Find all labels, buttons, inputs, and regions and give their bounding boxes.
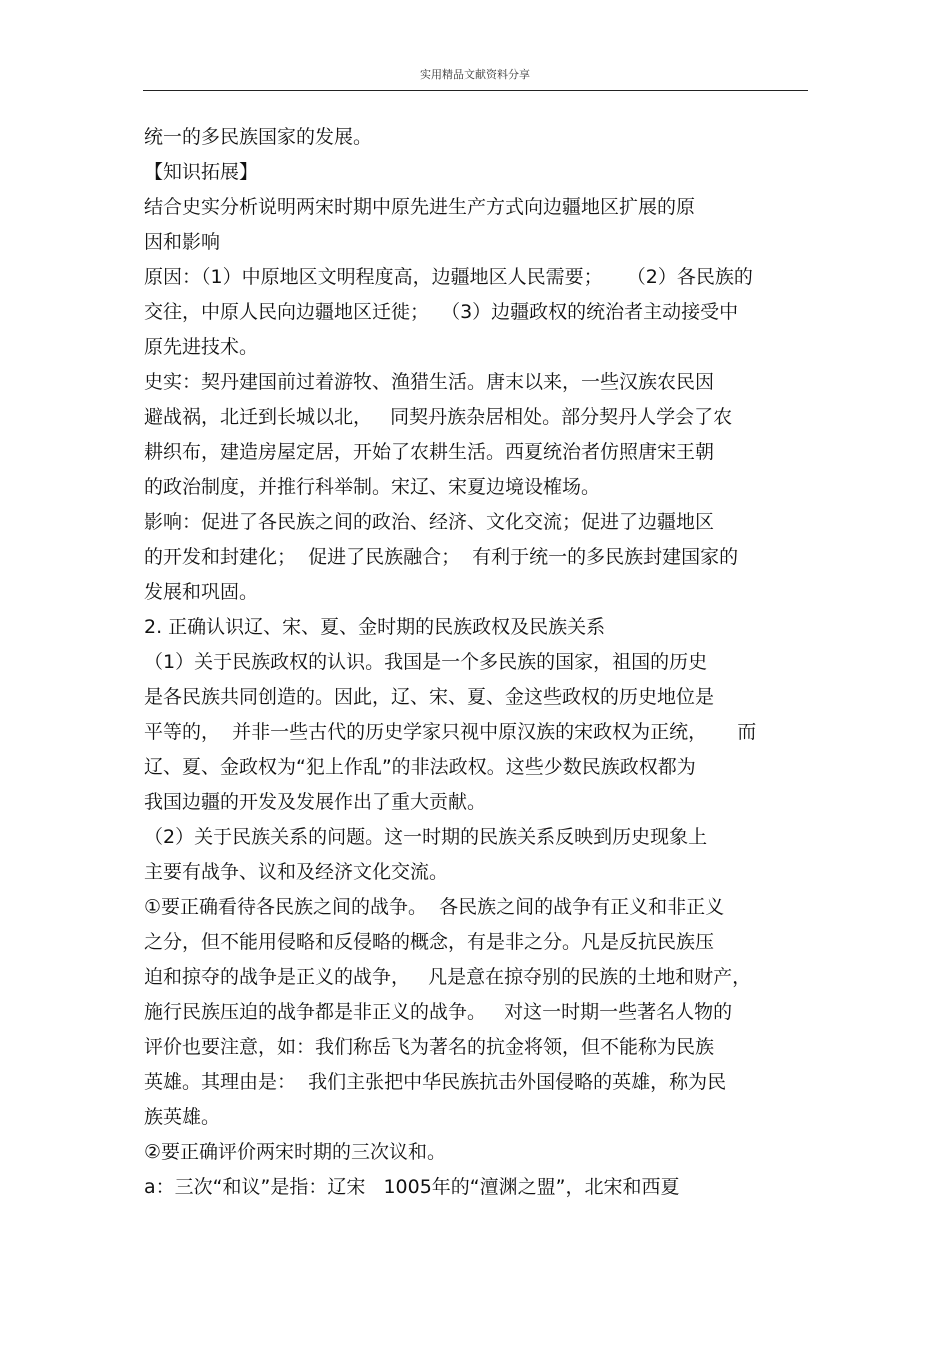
text-line: 原先进技术。 (144, 336, 259, 358)
text-line: 评价也要注意，如：我们称岳飞为著名的抗金将领，但不能称为民族 (144, 1036, 715, 1058)
text-line: 族英雄。 (144, 1106, 221, 1128)
text-line: 耕织布，建造房屋定居，开始了农耕生活。西夏统治者仿照唐宋王朝 (144, 441, 715, 463)
text-line: 的开发和封建化； 促进了民族融合； 有利于统一的多民族封建国家的 (144, 546, 739, 568)
section-heading: 【知识拓展】 (144, 161, 259, 183)
text-line: 统一的多民族国家的发展。 (144, 126, 373, 148)
text-line: （2）关于民族关系的问题。这一时期的民族关系反映到历史现象上 (144, 826, 708, 848)
text-line: a：三次“和议”是指：辽宋 1005年的“澶渊之盟”，北宋和西夏 (144, 1176, 680, 1198)
text-line: 因和影响 (144, 231, 221, 253)
text-line: ①要正确看待各民族之间的战争。 各民族之间的战争有正义和非正义 (144, 896, 725, 918)
text-line: 我国边疆的开发及发展作出了重大贡献。 (144, 791, 487, 813)
text-line: 迫和掠夺的战争是正义的战争， 凡是意在掠夺别的民族的土地和财产， (144, 966, 752, 988)
header-divider (143, 90, 808, 91)
text-line: 交往，中原人民向边疆地区迁徙； （3）边疆政权的统治者主动接受中 (144, 301, 739, 323)
document-body (144, 120, 814, 1205)
text-line: 结合史实分析说明两宋时期中原先进生产方式向边疆地区扩展的原 (144, 196, 696, 218)
text-line: 平等的， 并非一些古代的历史学家只视中原汉族的宋政权为正统， 而 (144, 721, 757, 743)
text-line: 施行民族压迫的战争都是非正义的战争。 对这一时期一些著名人物的 (144, 1001, 733, 1023)
text-line: 英雄。其理由是： 我们主张把中华民族抗击外国侵略的英雄，称为民 (144, 1071, 727, 1093)
text-line: 是各民族共同创造的。因此，辽、宋、夏、金这些政权的历史地位是 (144, 686, 715, 708)
text-line: 之分，但不能用侵略和反侵略的概念，有是非之分。凡是反抗民族压 (144, 931, 715, 953)
text-line: 避战祸，北迁到长城以北， 同契丹族杂居相处。部分契丹人学会了农 (144, 406, 733, 428)
page-header: 实用精品文献资料分享 (420, 68, 530, 81)
text-line: 影响：促进了各民族之间的政治、经济、文化交流；促进了边疆地区 (144, 511, 715, 533)
text-line: ②要正确评价两宋时期的三次议和。 (144, 1141, 447, 1163)
text-line: 原因：（1）中原地区文明程度高，边疆地区人民需要； （2）各民族的 (144, 266, 753, 288)
text-line: 发展和巩固。 (144, 581, 259, 603)
text-line: 史实：契丹建国前过着游牧、渔猎生活。唐末以来，一些汉族农民因 (144, 371, 715, 393)
text-line: 辽、夏、金政权为“犯上作乱”的非法政权。这些少数民族政权都为 (144, 756, 696, 778)
numbered-heading: 2. 正确认识辽、宋、夏、金时期的民族政权及民族关系 (144, 616, 606, 638)
text-line: （1）关于民族政权的认识。我国是一个多民族的国家，祖国的历史 (144, 651, 708, 673)
text-line: 主要有战争、议和及经济文化交流。 (144, 861, 449, 883)
text-line: 的政治制度，并推行科举制。宋辽、宋夏边境设榷场。 (144, 476, 601, 498)
